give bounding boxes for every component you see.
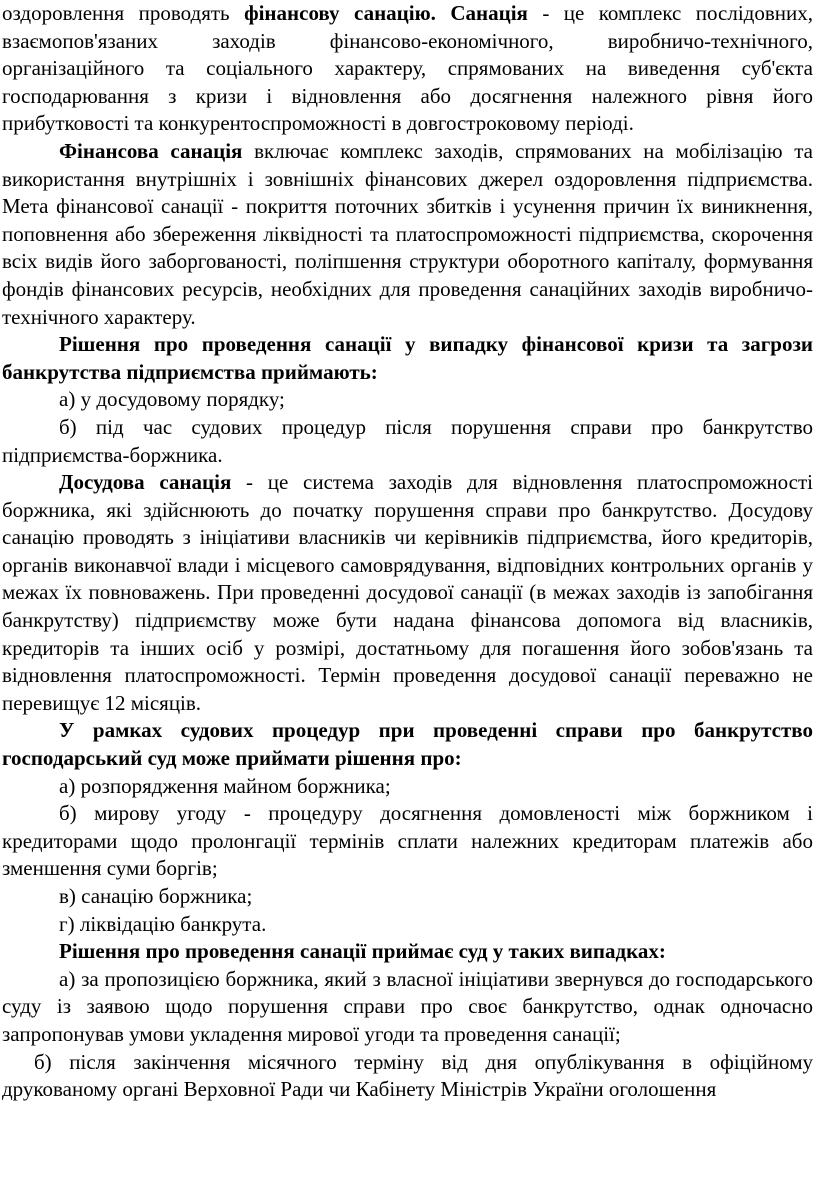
heading-text: У рамках судових процедур при проведенні справи про банкрутство господарський суд може приймати рішення про:	[2, 718, 813, 771]
term-bold: фінансову санацію. Санація	[244, 1, 528, 25]
paragraph-text: - це комплекс послідовних, взаємопов'язаних заходів фінансово-економічного, виробничо-технічного, організаційного та соціального характеру, спрямованих на виведення суб'єкта господарювання з кризи і відновлення або досягнення належного рівня його прибутковості та конкурентоспроможності в довгостроковому періоді.	[2, 1, 814, 136]
list-item: б) після закінчення місячного терміну від дня опублікування в офіційному друкованому органі Верховної Ради чи Кабінету Міністрів України оголошення	[2, 1049, 813, 1102]
list-item: б) мирову угоду - процедуру досягнення домовленості між боржником і кредиторами щодо пролонгації термінів сплати належних кредиторам платежів або зменшення суми боргів;	[2, 801, 813, 881]
list-item: а) розпорядження майном боржника;	[59, 773, 391, 798]
list-item: в) санацію боржника;	[59, 884, 253, 908]
list-item: а) у досудовому порядку;	[59, 387, 285, 412]
heading-court-decision-cases	[2, 938, 813, 966]
paragraph-pretrial-sanation	[2, 469, 813, 717]
paragraph-text: - це система заходів для відновлення платоспроможності боржника, які здійснюють до початку порушення справи про банкрутство. Досудову санацію проводять з ініціативи власників чи керівників підприємства, його кредиторів, органів виконавчої влади і місцевого самоврядування, відповідних контрольних органів у межах їх повноважень. При проведенні досудової санації (в межах заходів із запобігання банкрутству) підприємству може бути надана фінансова допомога від власників, кредиторів та інших осіб у розмірі, достатньому для погашення його зобов'язань та відновлення платоспроможності. Термін проведення досудової санації переважно не перевищує 12 місяців.	[2, 470, 813, 715]
paragraph-text: включає комплекс заходів, спрямованих на мобілізацію та використання внутрішніх і зовнішніх фінансових джерел оздоровлення підприємства. Мета фінансової санації - покриття поточних збитків і усунення причин їх виникнення, поповнення або збереження ліквідності та платоспроможності підприємства, скорочення всіх видів його заборгованості, поліпшення структури оборотного капіталу, формування фондів фінансових ресурсів, необхідних для проведення санаційних заходів виробничо-технічного характеру.	[2, 138, 813, 329]
heading-text: Рішення про проведення санації у випадку фінансової кризи та загрози банкрутства підприємства приймають:	[2, 332, 813, 384]
heading-court-procedures	[2, 717, 813, 772]
paragraph-financial-sanation-definition	[2, 0, 813, 138]
list-item: г) ліквідацію банкрута.	[59, 911, 267, 936]
term-bold: Фінансова санація	[59, 138, 243, 163]
paragraph-financial-sanation	[2, 138, 813, 331]
term-bold: Досудова санація	[59, 470, 232, 495]
heading-sanation-decision	[2, 331, 813, 386]
list-item: а) за пропозицією боржника, який з власної ініціативи звернувся до господарського суду із заявою щодо порушення справи про своє банкрутство, однак одночасно запропонував умови укладення мирової угоди та проведення санації;	[2, 966, 813, 1046]
heading-text: Рішення про проведення санації приймає суд у таких випадках:	[59, 939, 666, 964]
document-page	[2, 0, 813, 1104]
paragraph-text: оздоровлення проводять	[2, 1, 245, 25]
list-item: б) під час судових процедур після порушення справи про банкрутство підприємства-боржника.	[2, 414, 813, 467]
